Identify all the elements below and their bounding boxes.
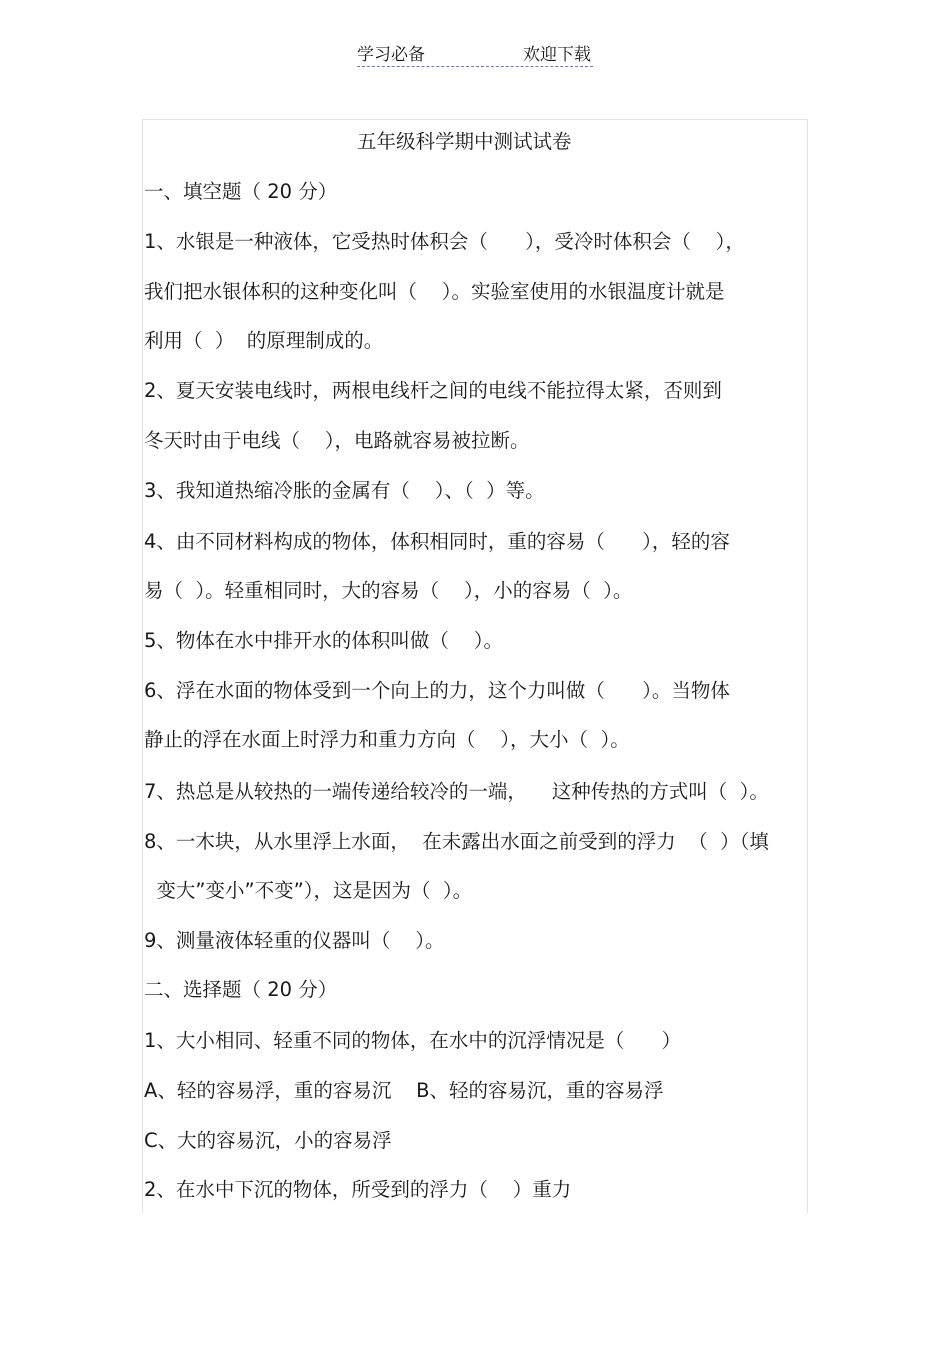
question-line: 静止的浮在水面上时浮力和重力方向（ ），大小（ ）。 [144,728,630,751]
question-line: 9、测量液体轻重的仪器叫（ ）。 [144,929,445,952]
question-line: 1、大小相同、轻重不同的物体，在水中的沉浮情况是（ ） [144,1029,682,1052]
question-line: 4、由不同材料构成的物体，体积相同时，重的容易（ ），轻的容 [144,530,730,553]
header-right-text: 欢迎下载 [523,45,591,65]
section-heading-choice: 二、选择题（ 20 分） [144,978,338,1001]
question-line: 冬天时由于电线（ ），电路就容易被拉断。 [144,429,530,452]
question-line: 2、夏天安装电线时，两根电线杆之间的电线不能拉得太紧，否则到 [144,379,722,402]
question-line: 1、水银是一种液体，它受热时体积会（ ），受冷时体积会（ ）， [144,230,745,253]
question-line: 2、在水中下沉的物体，所受到的浮力（ ）重力 [144,1178,572,1201]
question-line: 利用（ ） 的原理制成的。 [144,329,384,352]
question-line: 我们把水银体积的这种变化叫（ ）。实验室使用的水银温度计就是 [144,280,725,303]
choice-options: C、大的容易沉，小的容易浮 [144,1129,392,1152]
question-line: 5、物体在水中排开水的体积叫做（ ）。 [144,629,503,652]
page-header [357,40,593,67]
question-line: 6、浮在水面的物体受到一个向上的力，这个力叫做（ ）。当物体 [144,679,730,702]
document-title: 五年级科学期中测试试卷 [357,130,572,153]
question-line: 8、一木块，从水里浮上水面， 在未露出水面之前受到的浮力 （ ）（填 [144,830,769,853]
choice-options: A、轻的容易浮，重的容易沉 B、轻的容易沉，重的容易浮 [144,1079,664,1102]
question-line: 7、热总是从较热的一端传递给较冷的一端， 这种传热的方式叫（ ）。 [144,780,769,803]
question-line: 变大”变小”不变”），这是因为（ ）。 [144,879,473,902]
section-heading-fill-blank: 一、填空题（ 20 分） [144,180,338,203]
question-line: 3、我知道热缩冷胀的金属有（ ）、（ ）等。 [144,479,545,502]
header-left-text: 学习必备 [357,45,425,65]
question-line: 易（ ）。轻重相同时，大的容易（ ），小的容易（ ）。 [144,579,633,602]
